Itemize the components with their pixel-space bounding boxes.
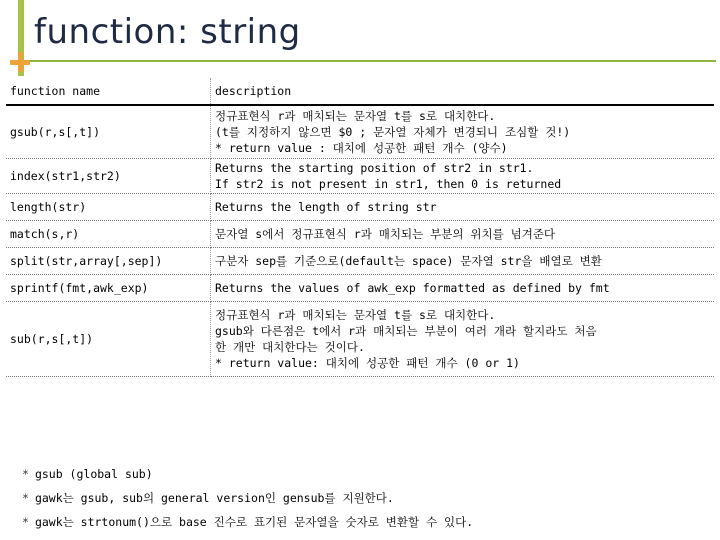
description-line: Returns the starting position of str2 in str1. [215, 161, 534, 175]
accent-bar-horizontal [12, 60, 716, 62]
slide-title: function: string [34, 12, 301, 52]
description-line: * return value : 대치에 성공한 패턴 개수 (양수) [215, 141, 508, 155]
description-line: 정규표현식 r과 매치되는 문자열 t를 s로 대치한다. [215, 308, 496, 322]
note-text: gsub (global sub) [34, 467, 153, 481]
description-line: 구분자 sep를 기준으로(default는 space) 문자열 str을 배열로 변환 [215, 254, 602, 268]
description-line: 한 개만 대치한다는 것이다. [215, 340, 365, 354]
table-row [6, 105, 714, 159]
note-item [22, 486, 473, 510]
table-row [6, 194, 714, 221]
note-text: gawk는 strtonum()으로 base 진수로 표기된 문자열을 숫자로 변환할 수 있다. [34, 515, 474, 529]
description-cell [211, 275, 715, 302]
bullet-icon: * [22, 467, 29, 481]
note-item [22, 510, 473, 534]
description-cell [211, 221, 715, 248]
description-line: Returns the length of string str [215, 200, 437, 214]
header-function-name: function name [6, 78, 211, 105]
function-name-cell: length(str) [6, 194, 211, 221]
description-cell [211, 159, 715, 194]
function-name-cell: split(str,array[,sep]) [6, 248, 211, 275]
function-name-cell: match(s,r) [6, 221, 211, 248]
function-name-cell: sprintf(fmt,awk_exp) [6, 275, 211, 302]
bullet-icon: * [22, 515, 29, 529]
description-cell [211, 105, 715, 159]
table-row [6, 248, 714, 275]
description-cell [211, 302, 715, 377]
description-line: * return value: 대치에 성공한 패턴 개수 (0 or 1) [215, 356, 520, 370]
table-row [6, 221, 714, 248]
table-row [6, 275, 714, 302]
function-name-cell: index(str1,str2) [6, 159, 211, 194]
description-line: If str2 is not present in str1, then 0 is returned [215, 177, 562, 191]
note-text: gawk는 gsub, sub의 general version인 gensub를 지원한다. [34, 491, 394, 505]
header-description: description [211, 78, 715, 105]
bullet-icon: * [22, 491, 29, 505]
description-line: 정규표현식 r과 매치되는 문자열 t를 s로 대치한다. [215, 109, 496, 123]
table-row [6, 302, 714, 377]
function-name-cell: gsub(r,s[,t]) [6, 105, 211, 159]
description-line: gsub와 다른점은 t에서 r과 매치되는 부분이 여러 개라 할지라도 처음 [215, 324, 597, 338]
description-cell [211, 248, 715, 275]
table-header-row [6, 78, 714, 105]
plus-icon [10, 52, 30, 72]
note-item [22, 462, 473, 486]
function-table [6, 78, 714, 377]
description-line: 문자열 s에서 정규표현식 r과 매치되는 부분의 위치를 넘겨준다 [215, 227, 556, 241]
table-row [6, 159, 714, 194]
description-cell [211, 194, 715, 221]
notes-list [22, 462, 473, 534]
function-name-cell: sub(r,s[,t]) [6, 302, 211, 377]
description-line: Returns the values of awk_exp formatted as defined by fmt [215, 281, 610, 295]
description-line: (t를 지정하지 않으면 $0 ; 문자열 자체가 변경되니 조심할 것!) [215, 125, 571, 139]
